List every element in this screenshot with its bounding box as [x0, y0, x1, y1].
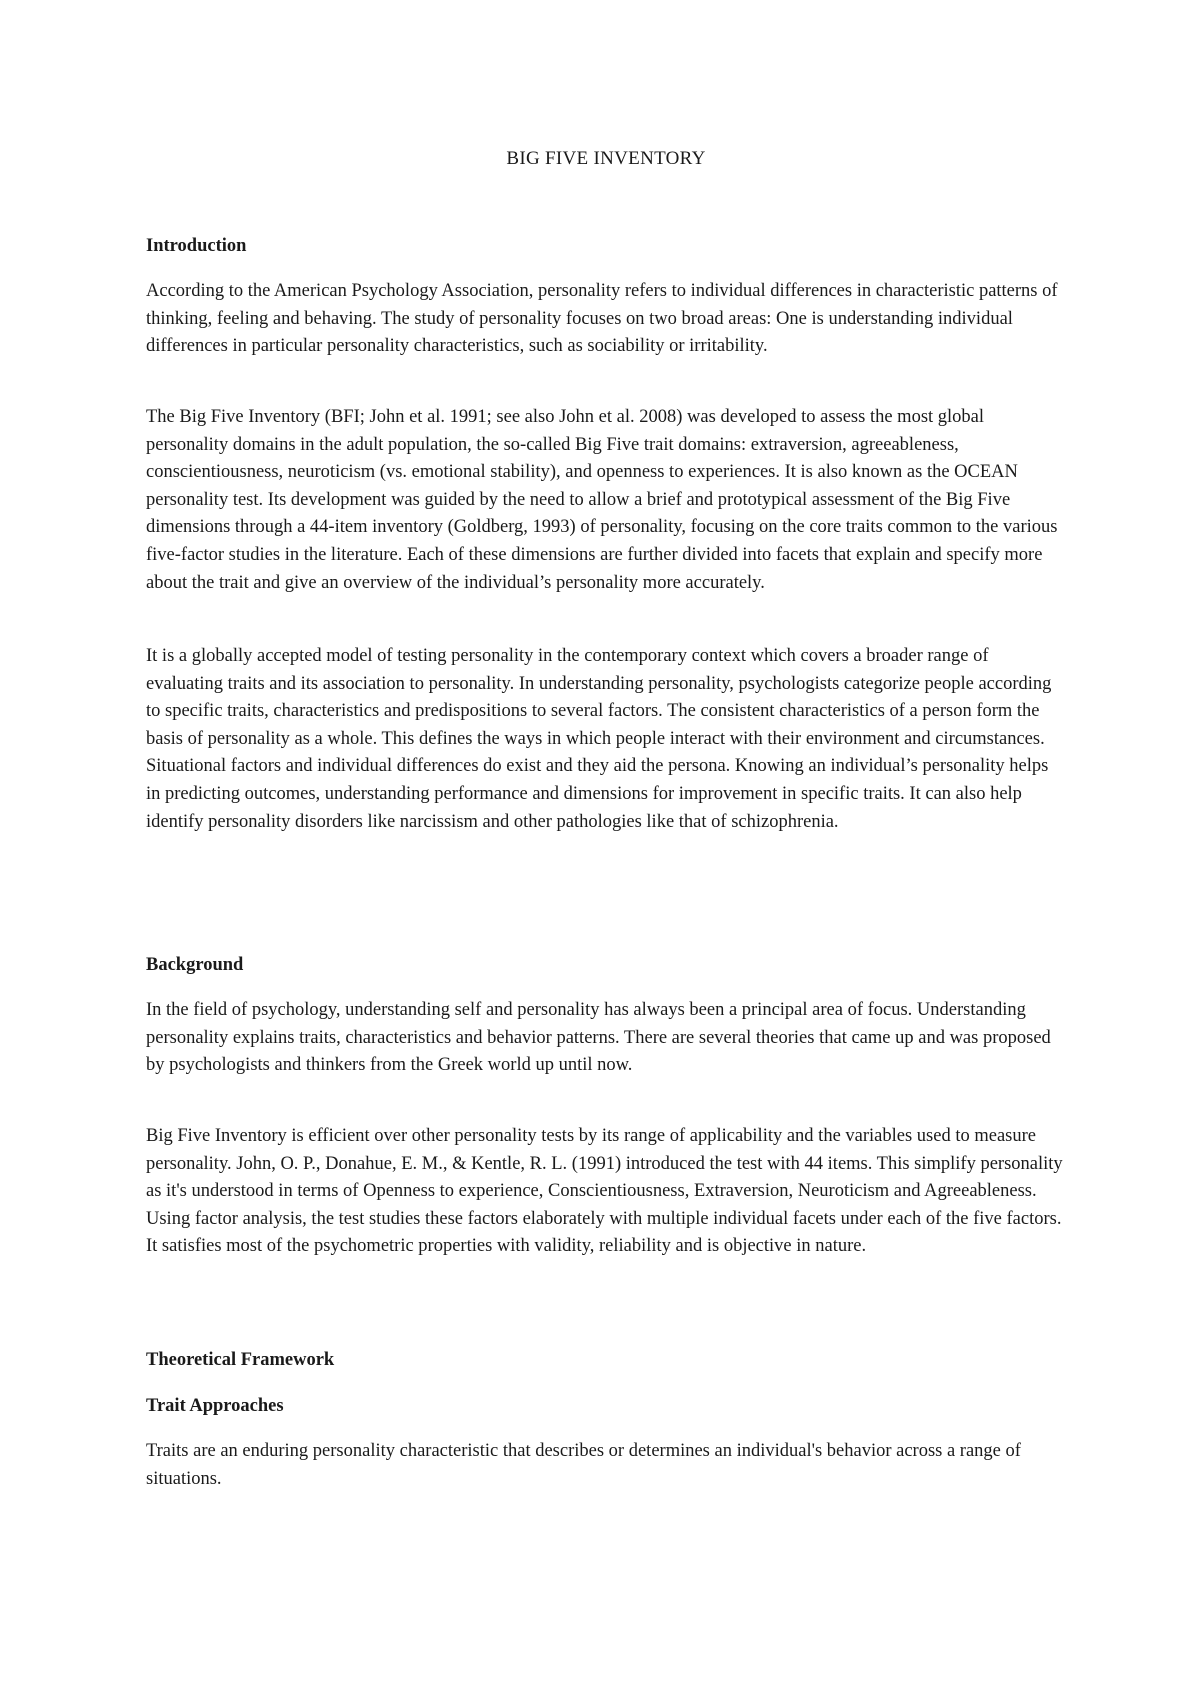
introduction-paragraph-2: The Big Five Inventory (BFI; John et al. 1991; see also John et al. 2008) was developed to assess the most global personality domains in the adult population, the so-called Big Five trait domains: extraversion, agreeableness, conscientiousness, neuroticism (vs. emotional stability), and openness to experiences. It is also known as the OCEAN personality test. Its development was guided by the need to allow a brief and prototypical assessment of the Big Five dimensions through a 44-item inventory (Goldberg, 1993) of personality, focusing on the core traits common to the various five-factor studies in the literature. Each of these dimensions are further divided into facets that explain and specify more about the trait and give an overview of the individual’s personality more accurately.: [146, 407, 1058, 593]
theoretical-framework-heading: Theoretical Framework: [146, 1350, 335, 1370]
background-paragraph-2: Big Five Inventory is efficient over other personality tests by its range of applicability and the variables used to measure personality. John, O. P., Donahue, E. M., & Kentle, R. L. (1991) introduced the test with 44 items. This simplify personality as it's understood in terms of Openness to experience, Conscientiousness, Extraversion, Neuroticism and Agreeableness. Using factor analysis, the test studies these factors elaborately with multiple individual facets under each of the five factors. It satisfies most of the psychometric properties with validity, reliability and is objective in nature.: [146, 1126, 1063, 1257]
trait-approaches-subheading: Trait Approaches: [146, 1396, 284, 1416]
trait-approaches-paragraph: Traits are an enduring personality characteristic that describes or determines an individual's behavior across a range of situations.: [146, 1441, 1021, 1489]
introduction-paragraph-3: It is a globally accepted model of testing personality in the contemporary context which covers a broader range of evaluating traits and its association to personality. In understanding personality, psychologists categorize people according to specific traits, characteristics and predispositions to several factors. The consistent characteristics of a person form the basis of personality as a whole. This defines the ways in which people interact with their environment and circumstances. Situational factors and individual differences do exist and they aid the persona. Knowing an individual’s personality helps in predicting outcomes, understanding performance and dimensions for improvement in specific traits. It can also help identify personality disorders like narcissism and other pathologies like that of schizophrenia.: [146, 646, 1052, 832]
introduction-paragraph-1: According to the American Psychology Association, personality refers to individual differences in characteristic patterns of thinking, feeling and behaving. The study of personality focuses on two broad areas: One is understanding individual differences in particular personality characteristics, such as sociability or irritability.: [146, 281, 1058, 357]
background-heading: Background: [146, 955, 244, 975]
introduction-heading: Introduction: [146, 236, 247, 256]
background-paragraph-1: In the field of psychology, understanding self and personality has always been a principal area of focus. Understanding personality explains traits, characteristics and behavior patterns. There are several theories that came up and was proposed by psychologists and thinkers from the Greek world up until now.: [146, 1000, 1051, 1076]
document-title: BIG FIVE INVENTORY: [506, 148, 706, 169]
